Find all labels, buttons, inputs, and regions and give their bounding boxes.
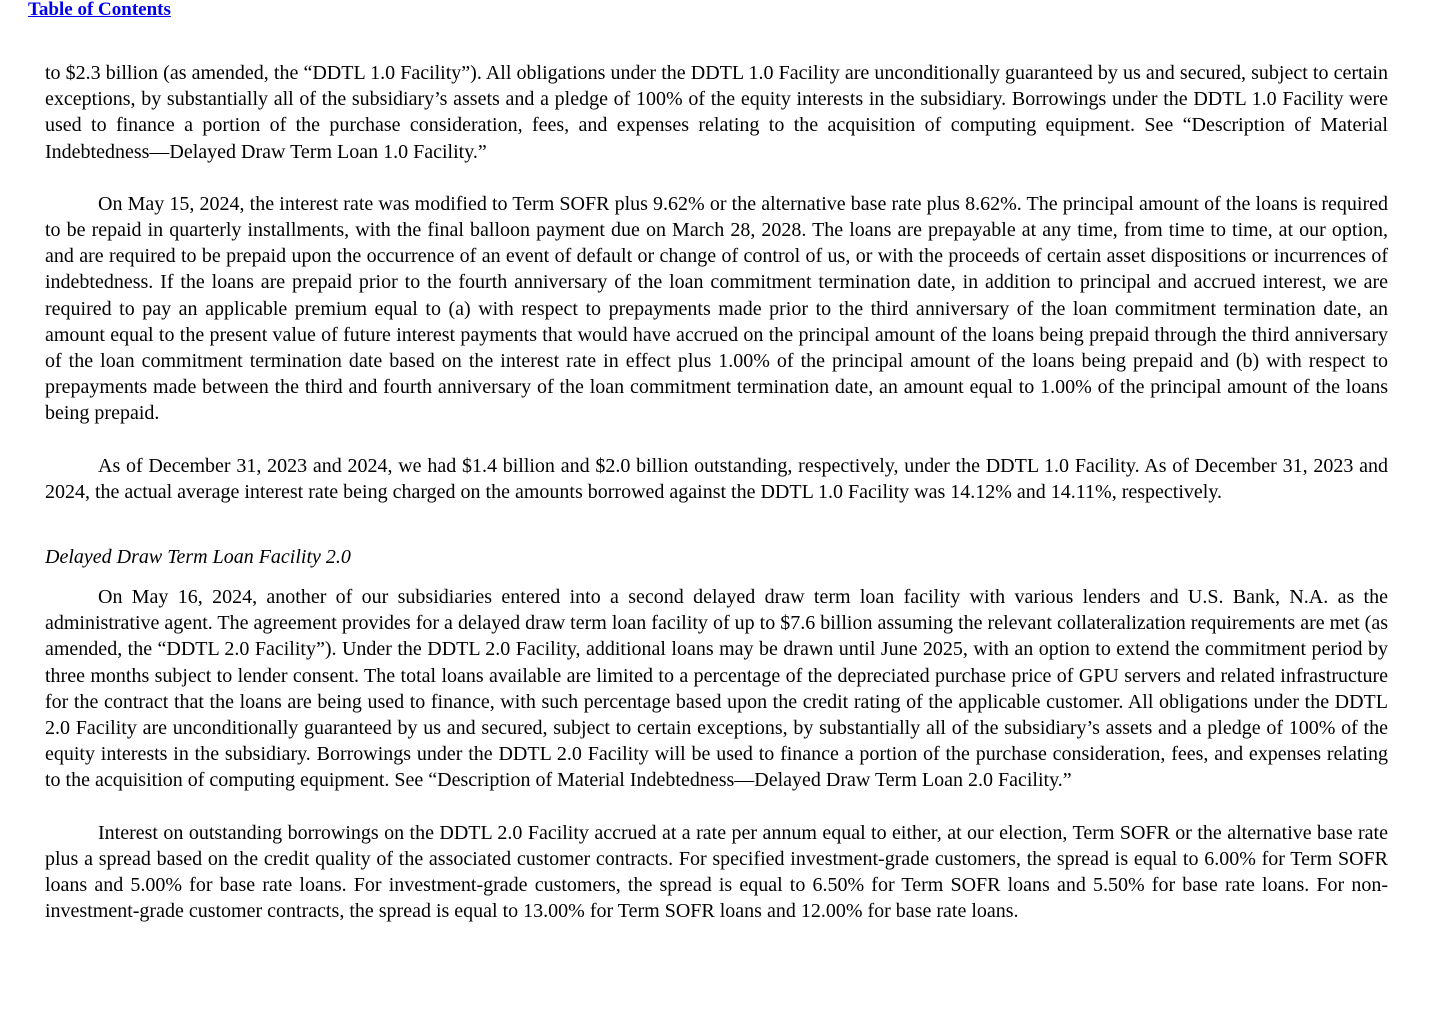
paragraph-ddtl2-interest: Interest on outstanding borrowings on the DDTL 2.0 Facility accrued at a rate per annum equal to either, at our election, Term SOFR or the alternative base rate plus a spread based on the credit quality of the associated customer contracts. For specified investment-grade customers, the spread is equal to 6.00% for Term SOFR loans and 5.00% for base rate loans. For investment-grade customers, the spread is equal to 6.50% for Term SOFR loans and 5.50% for base rate loans. For non-investment-grade customer contracts, the spread is equal to 13.00% for Term SOFR loans and 12.00% for base rate loans.: [45, 821, 1388, 923]
table-of-contents-link[interactable]: Table of Contents: [28, 0, 171, 20]
paragraph-ddtl1-continuation: to $2.3 billion (as amended, the “DDTL 1.0 Facility”). All obligations under the DDTL 1.0 Facility are unconditionally guaranteed by us and secured, subject to certain exceptions, by substantially all of the subsidiary’s assets and a pledge of 100% of the equity interests in the subsidiary. Borrowings under the DDTL 1.0 Facility were used to finance a portion of the purchase consideration, fees, and expenses relating to the acquisition of computing equipment. See “Description of Material Indebtedness—Delayed Draw Term Loan 1.0 Facility.”: [45, 62, 1388, 163]
section-heading-ddtl2: Delayed Draw Term Loan Facility 2.0: [45, 546, 351, 569]
paragraph-ddtl1-outstanding: As of December 31, 2023 and 2024, we had $1.4 billion and $2.0 billion outstanding, respectively, under the DDTL 1.0 Facility. As of December 31, 2023 and 2024, the actual average interest rate being charged on the amounts borrowed against the DDTL 1.0 Facility was 14.12% and 14.11%, respectively.: [45, 454, 1388, 503]
paragraph-ddtl1-interest-rate: On May 15, 2024, the interest rate was modified to Term SOFR plus 9.62% or the alternative base rate plus 8.62%. The principal amount of the loans is required to be repaid in quarterly installments, with the final balloon payment due on March 28, 2028. The loans are prepayable at any time, from time to time, at our option, and are required to be prepaid upon the occurrence of an event of default or change of control of us, or with the proceeds of certain asset dispositions or incurrences of indebtedness. If the loans are prepaid prior to the fourth anniversary of the loan commitment termination date, in addition to principal and accrued interest, we are required to pay an applicable premium equal to (a) with respect to prepayments made prior to the third anniversary of the loan commitment termination date, an amount equal to the present value of future interest payments that would have accrued on the principal amount of the loans being prepaid through the third anniversary of the loan commitment termination date based on the interest rate in effect plus 1.00% of the principal amount of the loans being prepaid and (b) with respect to prepayments made between the third and fourth anniversary of the loan commitment termination date, an amount equal to 1.00% of the principal amount of the loans being prepaid.: [45, 192, 1388, 425]
document-body: [45, 60, 1388, 924]
paragraph-ddtl2-overview: On May 16, 2024, another of our subsidiaries entered into a second delayed draw term loan facility with various lenders and U.S. Bank, N.A. as the administrative agent. The agreement provides for a delayed draw term loan facility of up to $7.6 billion assuming the relevant collateralization requirements are met (as amended, the “DDTL 2.0 Facility”). Under the DDTL 2.0 Facility, additional loans may be drawn until June 2025, with an option to extend the commitment period by three months subject to lender consent. The total loans available are limited to a percentage of the depreciated purchase price of GPU servers and related infrastructure for the contract that the loans are being used to finance, with such percentage based upon the credit rating of the applicable customer. All obligations under the DDTL 2.0 Facility are unconditionally guaranteed by us and secured, subject to certain exceptions, by substantially all of the subsidiary’s assets and a pledge of 100% of the equity interests in the subsidiary. Borrowings under the DDTL 2.0 Facility will be used to finance a portion of the purchase consideration, fees, and expenses relating to the acquisition of computing equipment. See “Description of Material Indebtedness—Delayed Draw Term Loan 2.0 Facility.”: [45, 586, 1388, 792]
